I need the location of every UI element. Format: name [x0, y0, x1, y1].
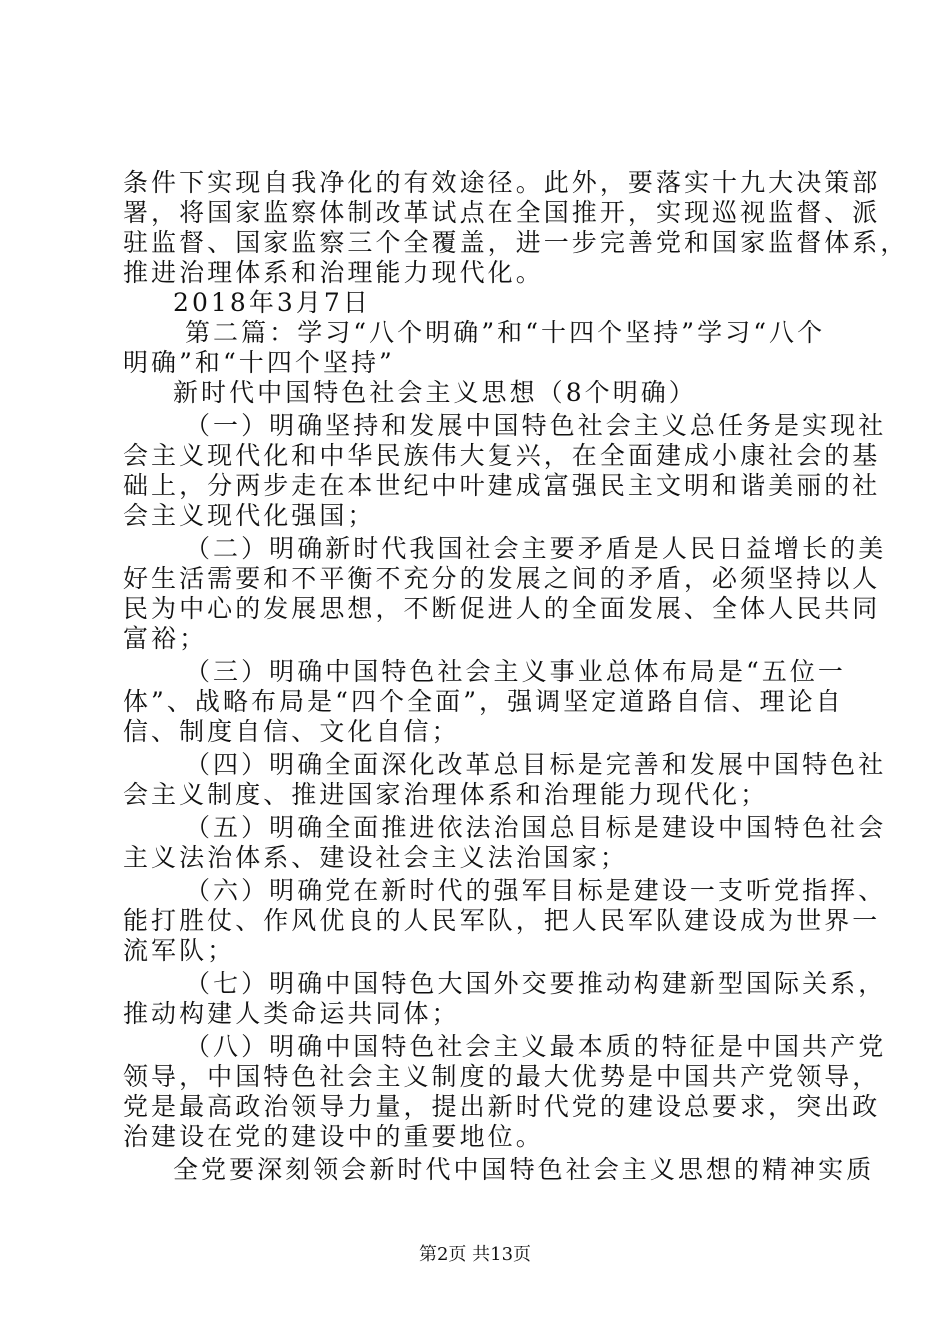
text-line: 体”、战略布局是“四个全面”，强调坚定道路自信、理论自 [123, 687, 844, 716]
text-line: 能打胜仗、作风优良的人民军队，把人民军队建设成为世界一 [123, 906, 881, 935]
text-line: （二）明确新时代我国社会主要矛盾是人民日益增长的美 [185, 534, 887, 563]
text-line: 推动构建人类命运共同体； [123, 999, 460, 1028]
text-line: 署，将国家监察体制改革试点在全国推开，实现巡视监督、派 [123, 198, 881, 227]
text-line: （六）明确党在新时代的强军目标是建设一支听党指挥、 [185, 876, 887, 905]
text-line: 会主义制度、推进国家治理体系和治理能力现代化； [123, 780, 769, 809]
text-line: （八）明确中国特色社会主义最本质的特征是中国共产党 [185, 1032, 887, 1061]
text-line: 础上，分两步走在本世纪中叶建成富强民主文明和谐美丽的社 [123, 471, 881, 500]
text-line: （四）明确全面深化改革总目标是完善和发展中国特色社 [185, 750, 887, 779]
text-line: 全党要深刻领会新时代中国特色社会主义思想的精神实质 [173, 1155, 875, 1184]
subheading: 新时代中国特色社会主义思想（8个明确） [173, 378, 697, 407]
text-line: 流军队； [123, 936, 236, 965]
text-line: 会主义现代化强国； [123, 501, 376, 530]
text-line: 主义法治体系、建设社会主义法治国家； [123, 843, 628, 872]
text-line: 条件下实现自我净化的有效途径。此外，要落实十九大决策部 [123, 168, 881, 197]
section-heading: 第二篇：学习“八个明确”和“十四个坚持”学习“八个 [185, 318, 826, 347]
text-line: （三）明确中国特色社会主义事业总体布局是“五位一 [185, 657, 846, 686]
text-line: 富裕； [123, 624, 208, 653]
text-line: 民为中心的发展思想，不断促进人的全面发展、全体人民共同 [123, 594, 881, 623]
text-line: （一）明确坚持和发展中国特色社会主义总任务是实现社 [185, 411, 887, 440]
text-line: 好生活需要和不平衡不充分的发展之间的矛盾，必须坚持以人 [123, 564, 881, 593]
text-line: 会主义现代化和中华民族伟大复兴，在全面建成小康社会的基 [123, 441, 881, 470]
date-line: 2018年3月7日 [173, 288, 371, 317]
text-line: （五）明确全面推进依法治国总目标是建设中国特色社会 [185, 813, 887, 842]
text-line: 驻监督、国家监察三个全覆盖，进一步完善党和国家监督体系， [123, 228, 909, 257]
text-line: 信、制度自信、文化自信； [123, 717, 460, 746]
section-heading-cont: 明确”和“十四个坚持” [123, 348, 395, 377]
text-line: 治建设在党的建设中的重要地位。 [123, 1122, 544, 1151]
text-line: 领导，中国特色社会主义制度的最大优势是中国共产党领导， [123, 1062, 881, 1091]
document-body [123, 168, 909, 1185]
text-line: 推进治理体系和治理能力现代化。 [123, 258, 544, 287]
page-footer: 第2页 共13页 [418, 1244, 532, 1265]
text-line: 党是最高政治领导力量，提出新时代党的建设总要求，突出政 [123, 1092, 881, 1121]
text-line: （七）明确中国特色大国外交要推动构建新型国际关系， [185, 969, 887, 998]
